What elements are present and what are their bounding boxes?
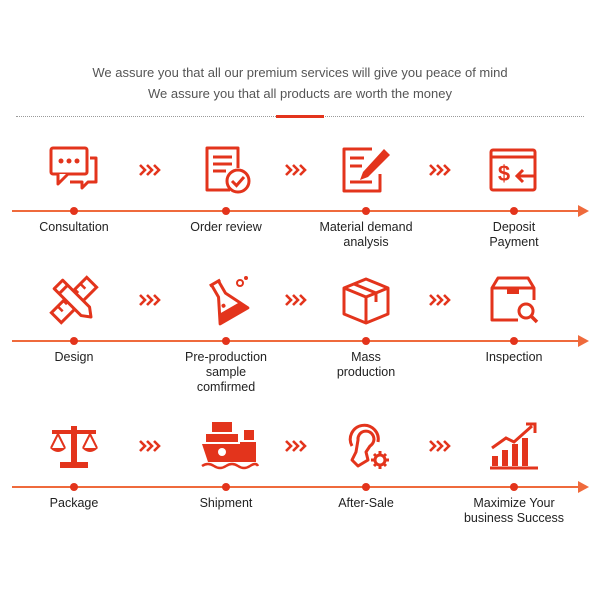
chevron-right-icon xyxy=(428,293,452,307)
timeline-arrowhead xyxy=(578,335,589,347)
step-label: Maximize Your business Success xyxy=(463,496,565,525)
chevron-right-icon xyxy=(138,293,162,307)
timeline-dot xyxy=(222,207,230,215)
header-line-2: We assure you that all products are worth the money xyxy=(148,86,452,101)
step-label: Shipment xyxy=(199,496,253,510)
timeline-arrowhead xyxy=(578,481,589,493)
timeline-dot xyxy=(362,207,370,215)
chat-bubbles-icon xyxy=(48,144,100,196)
timeline-arrowhead xyxy=(578,205,589,217)
chevron-right-icon xyxy=(138,439,162,453)
timeline-dot xyxy=(70,337,78,345)
chevron-right-icon xyxy=(138,163,162,177)
timeline-line xyxy=(12,210,578,212)
step-label: Order review xyxy=(190,220,262,234)
step-label: Material demand analysis xyxy=(319,220,413,249)
process-row xyxy=(0,416,600,546)
chevron-right-icon xyxy=(284,163,308,177)
box-search-icon xyxy=(488,274,540,326)
ruler-pencil-icon xyxy=(48,274,100,326)
chevron-right-icon xyxy=(284,293,308,307)
step-label: Deposit Payment xyxy=(489,220,539,249)
process-row xyxy=(0,270,600,400)
document-check-icon xyxy=(200,144,252,196)
box-icon xyxy=(340,274,392,326)
process-row xyxy=(0,140,600,270)
chevron-right-icon xyxy=(284,439,308,453)
header-line-1: We assure you that all our premium services will give you peace of mind xyxy=(92,65,508,80)
scale-icon xyxy=(48,420,100,472)
step-label: Design xyxy=(54,350,94,364)
step-label: Mass production xyxy=(336,350,396,379)
chevron-right-icon xyxy=(428,439,452,453)
timeline-dot xyxy=(510,337,518,345)
timeline-line xyxy=(12,340,578,342)
timeline-dot xyxy=(362,483,370,491)
timeline-dot xyxy=(222,483,230,491)
chevron-right-icon xyxy=(428,163,452,177)
growth-chart-icon xyxy=(488,420,540,472)
divider-accent xyxy=(276,115,324,118)
svg-text:$: $ xyxy=(497,161,511,186)
timeline-dot xyxy=(222,337,230,345)
dollar-payment-icon xyxy=(488,144,540,196)
timeline-dot xyxy=(70,483,78,491)
step-label: Pre-production sample comfirmed xyxy=(185,350,267,394)
timeline-line xyxy=(12,486,578,488)
timeline-dot xyxy=(510,483,518,491)
step-label: Consultation xyxy=(39,220,109,234)
timeline-dot xyxy=(70,207,78,215)
step-label: Package xyxy=(49,496,99,510)
step-label: After-Sale xyxy=(338,496,394,510)
flask-icon xyxy=(200,274,252,326)
timeline-dot xyxy=(510,207,518,215)
document-edit-icon xyxy=(340,144,392,196)
header xyxy=(0,62,600,104)
timeline-dot xyxy=(362,337,370,345)
support-gear-icon xyxy=(340,420,392,472)
ship-icon xyxy=(200,420,252,472)
step-label: Inspection xyxy=(485,350,543,364)
